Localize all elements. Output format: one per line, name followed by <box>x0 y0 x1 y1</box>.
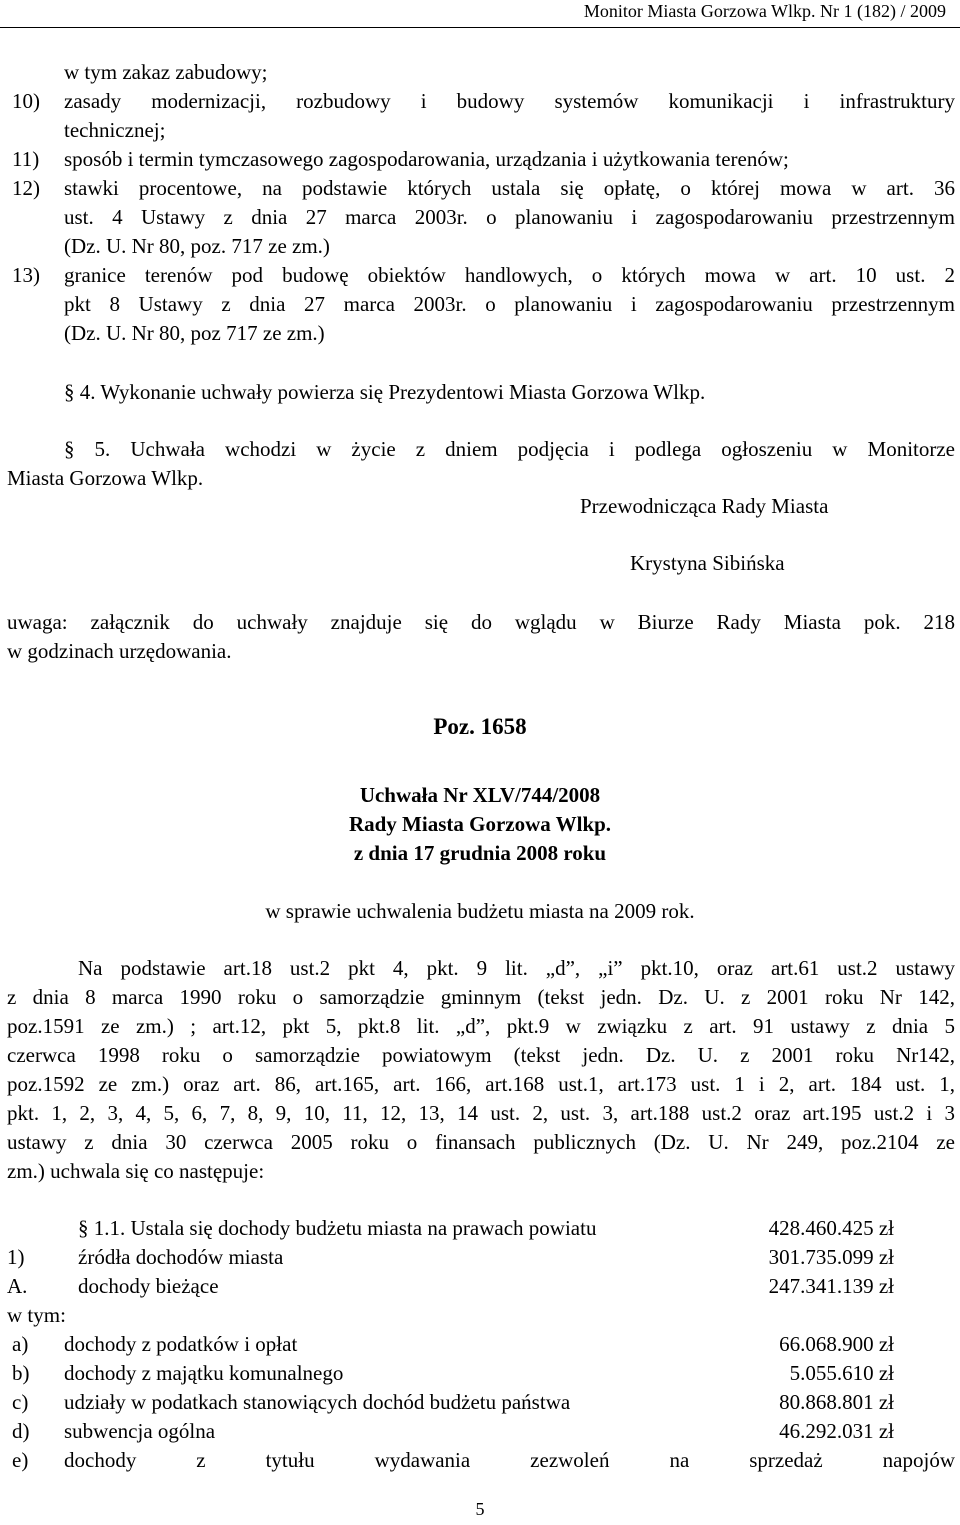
list-item-text: technicznej; <box>64 118 166 142</box>
budget-row-number: c) <box>12 1390 29 1414</box>
legal-basis: pkt. 1, 2, 3, 4, 5, 6, 7, 8, 9, 10, 11, 12, 13, 14 ust. 2, ust. 3, art.188 ust.2 oraz art.195 ust.2 i 3 <box>7 1101 955 1125</box>
budget-row-label: dochody z tytułu wydawania zezwoleń na sprzedaż napojów <box>64 1448 955 1472</box>
budget-row-label: udziały w podatkach stanowiących dochód budżetu państwa <box>64 1390 571 1414</box>
legal-basis: z dnia 8 marca 1990 roku o samorządzie gminnym (tekst jedn. Dz. U. z 2001 roku Nr 142, <box>7 985 955 1009</box>
list-item-number: 12) <box>12 176 40 200</box>
list-item-text: zasady modernizacji, rozbudowy i budowy systemów komunikacji i infrastruktury <box>64 89 955 113</box>
running-header: Monitor Miasta Gorzowa Wlkp. Nr 1 (182) / 2009 <box>583 1 946 21</box>
budget-row-amount: 301.735.099 zł <box>768 1245 894 1269</box>
list-item-text: stawki procentowe, na podstawie których ustala się opłatę, o której mowa w art. 36 <box>64 176 955 200</box>
budget-section-amount: 428.460.425 zł <box>768 1216 894 1240</box>
list-item-number: 11) <box>12 147 40 171</box>
budget-row-amount: 46.292.031 zł <box>779 1419 894 1443</box>
budget-section-label: § 1.1. Ustala się dochody budżetu miasta na prawach powiatu <box>78 1216 597 1240</box>
resolution-date: z dnia 17 grudnia 2008 roku <box>353 841 607 865</box>
position-number: Poz. 1658 <box>433 714 527 739</box>
note-text-cont: w godzinach urzędowania. <box>7 639 232 663</box>
budget-wtym: w tym: <box>7 1303 66 1327</box>
resolution-title: Uchwała Nr XLV/744/2008 <box>359 783 601 807</box>
budget-row-number: 1) <box>7 1245 25 1269</box>
budget-row-number: a) <box>12 1332 29 1356</box>
legal-basis: ustawy z dnia 30 czerwca 2005 roku o finansach publicznych (Dz. U. Nr 249, poz.2104 ze <box>7 1130 955 1154</box>
resolution-subject: w sprawie uchwalenia budżetu miasta na 2009 rok. <box>265 899 695 923</box>
header-rule <box>0 27 960 28</box>
budget-row-label: subwencja ogólna <box>64 1419 216 1443</box>
budget-row-number: A. <box>7 1274 28 1298</box>
list-item-text: pkt 8 Ustawy z dnia 27 marca 2003r. o planowaniu i zagospodarowaniu przestrzennym <box>64 292 955 316</box>
budget-row-number: e) <box>12 1448 29 1472</box>
budget-row-amount: 5.055.610 zł <box>789 1361 894 1385</box>
budget-row-amount: 66.068.900 zł <box>779 1332 894 1356</box>
budget-row-number: b) <box>12 1361 30 1385</box>
list-item-text: (Dz. U. Nr 80, poz. 717 ze zm.) <box>64 234 330 258</box>
budget-row-label: dochody z podatków i opłat <box>64 1332 298 1356</box>
budget-row-amount: 247.341.139 zł <box>768 1274 894 1298</box>
resolution-council: Rady Miasta Gorzowa Wlkp. <box>348 812 612 836</box>
paragraph-section-5-cont: Miasta Gorzowa Wlkp. <box>7 466 204 490</box>
budget-row-label: dochody bieżące <box>78 1274 219 1298</box>
page-number: 5 <box>475 1499 485 1519</box>
signatory-role: Przewodnicząca Rady Miasta <box>580 494 829 518</box>
legal-basis: poz.1592 ze zm.) oraz art. 86, art.165, art. 166, art.168 ust.1, art.173 ust. 1 i 2, art. 184 ust. 1, <box>7 1072 955 1096</box>
list-item-number: 13) <box>12 263 40 287</box>
paragraph-section-5: § 5. Uchwała wchodzi w życie z dniem podjęcia i podlega ogłoszeniu w Monitorze <box>64 437 955 461</box>
list-continuation: w tym zakaz zabudowy; <box>64 60 268 84</box>
legal-basis: poz.1591 ze zm.) ; art.12, pkt 5, pkt.8 lit. „d”, pkt.9 w związku z art. 91 ustawy z dnia 5 <box>7 1014 955 1038</box>
budget-row-label: źródła dochodów miasta <box>78 1245 284 1269</box>
list-item-text: granice terenów pod budowę obiektów handlowych, o których mowa w art. 10 ust. 2 <box>64 263 955 287</box>
list-item-number: 10) <box>12 89 40 113</box>
legal-basis: Na podstawie art.18 ust.2 pkt 4, pkt. 9 lit. „d”, „i” pkt.10, oraz art.61 ust.2 ustawy <box>78 956 955 980</box>
budget-row-number: d) <box>12 1419 30 1443</box>
budget-row-amount: 80.868.801 zł <box>779 1390 894 1414</box>
paragraph-section-4: § 4. Wykonanie uchwały powierza się Prezydentowi Miasta Gorzowa Wlkp. <box>64 380 706 404</box>
list-item-text: sposób i termin tymczasowego zagospodarowania, urządzania i użytkowania terenów; <box>64 147 789 171</box>
list-item-text: (Dz. U. Nr 80, poz 717 ze zm.) <box>64 321 325 345</box>
legal-basis: zm.) uchwala się co następuje: <box>7 1159 265 1183</box>
signatory-name: Krystyna Sibińska <box>630 551 785 575</box>
legal-basis: czerwca 1998 roku o samorządzie powiatowym (tekst jedn. Dz. U. z 2001 roku Nr142, <box>7 1043 955 1067</box>
note-text: uwaga: załącznik do uchwały znajduje się do wglądu w Biurze Rady Miasta pok. 218 <box>7 610 955 634</box>
list-item-text: ust. 4 Ustawy z dnia 27 marca 2003r. o planowaniu i zagospodarowaniu przestrzennym <box>64 205 955 229</box>
budget-row-label: dochody z majątku komunalnego <box>64 1361 344 1385</box>
